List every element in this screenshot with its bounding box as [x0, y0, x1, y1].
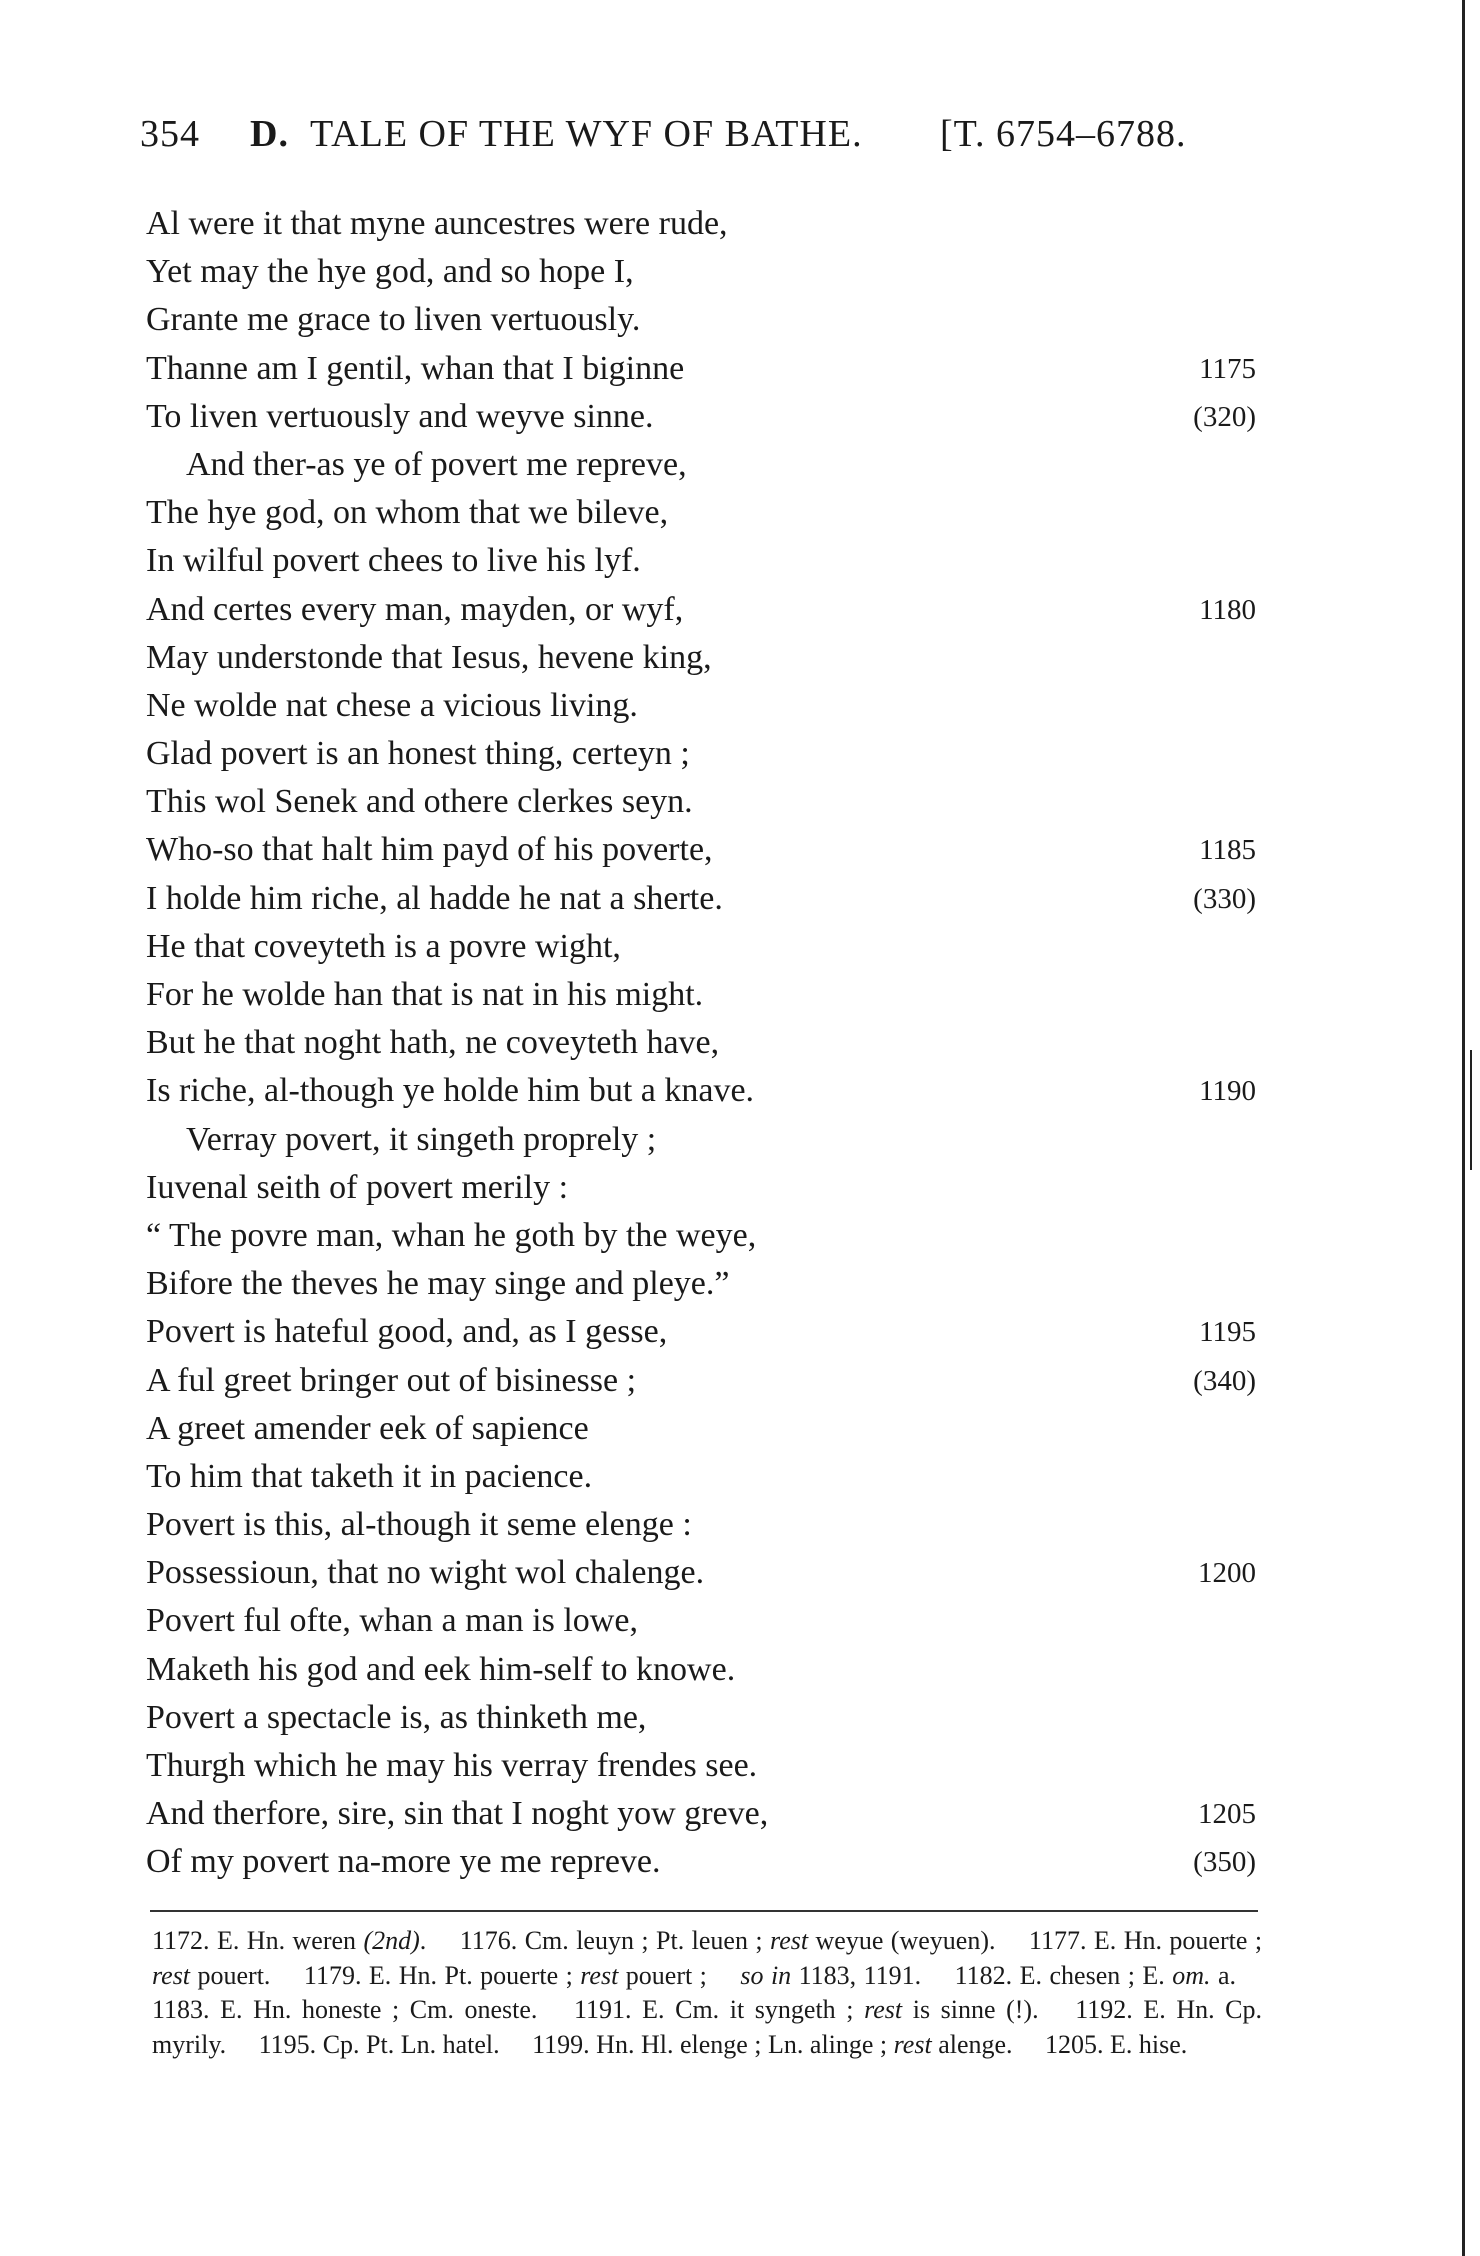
line-number: 1195: [1199, 1316, 1256, 1349]
verse-line: [146, 1597, 1276, 1645]
verse-text: Povert is hateful good, and, as I gesse,: [146, 1313, 668, 1351]
verse-text: And ther-as ye of povert me repreve,: [186, 445, 687, 483]
verse-text: Povert a spectacle is, as thinketh me,: [146, 1698, 647, 1736]
verse-line: [146, 393, 1276, 441]
footnote-text: alenge.: [931, 2029, 1013, 2059]
verse-line: [146, 1694, 1276, 1742]
verse-line: [146, 778, 1276, 826]
footnote-italic: rest: [864, 1995, 903, 2024]
line-number: (350): [1193, 1846, 1256, 1879]
footnote-entry: [532, 2030, 1012, 2059]
footnote-number: 1192.: [1075, 1995, 1133, 2024]
footnote-entry: [152, 1995, 537, 2024]
verse-line: [146, 441, 1276, 489]
footnote-text: E. chesen ; E.: [1019, 1960, 1173, 1990]
verse-text: I holde him riche, al hadde he nat a sherte.: [146, 879, 723, 917]
footnote-number: 1179.: [303, 1960, 362, 1990]
page-title: TALE OF THE WYF OF BATHE.: [310, 113, 863, 155]
verse-line: [146, 345, 1276, 393]
verse-line: [146, 826, 1276, 874]
footnote-text: 1183, 1191.: [791, 1960, 922, 1990]
footnote-entry: [460, 1926, 996, 1955]
verse-text: Ne wolde nat chese a vicious living.: [146, 686, 638, 724]
footnote-text: E. Hn. honeste ; Cm. oneste.: [220, 1995, 538, 2024]
footnote-italic: rest: [893, 2029, 932, 2059]
verse-text: Who-so that halt him payd of his poverte,: [146, 831, 713, 869]
verse-line: [146, 634, 1276, 682]
verse-text: To liven vertuously and weyve sinne.: [146, 397, 654, 435]
footnote-number: 1205.: [1045, 2029, 1104, 2059]
verse-line: [146, 586, 1276, 634]
line-number: 1200: [1198, 1557, 1256, 1590]
verse-text: Glad povert is an honest thing, certeyn ;: [146, 735, 690, 773]
verse-text: Grante me grace to liven vertuously.: [146, 301, 641, 339]
verse-line: [146, 1067, 1276, 1115]
verse-line: [146, 730, 1276, 778]
poem-text: [146, 200, 1276, 1887]
verse-line: [146, 1838, 1276, 1886]
footnote-text: Cm. leuyn ; Pt. leuen ;: [524, 1926, 771, 1955]
verse-line: [146, 1790, 1276, 1838]
footnote-text: pouert.: [190, 1960, 271, 1990]
verse-line: [146, 1742, 1276, 1790]
line-number: (330): [1193, 882, 1256, 915]
verse-text: “ The povre man, whan he goth by the weye,: [146, 1216, 757, 1254]
verse-text: Verray povert, it singeth proprely ;: [186, 1120, 657, 1158]
footnote-number: 1177.: [1028, 1926, 1087, 1955]
footnote-entry: [152, 1926, 426, 1955]
footnote-text: E. Hn. Pt. pouerte ;: [368, 1960, 581, 1990]
verse-text: And certes every man, mayden, or wyf,: [146, 590, 684, 628]
line-number: (320): [1193, 400, 1256, 433]
page-number: 354: [140, 113, 200, 155]
footnote-text: E. Hn. Cp. myrily.: [152, 1995, 1263, 2059]
footnote-entry: [1045, 2030, 1187, 2059]
footnote-paragraph: [152, 1924, 1262, 2062]
line-number: 1185: [1199, 834, 1256, 867]
footnote-number: 1172.: [152, 1926, 210, 1955]
footnote-number: 1191.: [573, 1995, 632, 2024]
verse-text: A greet amender eek of sapience: [146, 1409, 589, 1447]
footnote-text: .: [419, 1926, 427, 1955]
footnote-text: E. Hn. pouerte ;: [1093, 1926, 1263, 1955]
verse-text: Possessioun, that no wight wol chalenge.: [146, 1554, 705, 1592]
verse-line: [146, 1405, 1276, 1453]
verse-text: May understonde that Iesus, hevene king,: [146, 638, 712, 676]
verse-text: Maketh his god and eek him-self to knowe.: [146, 1650, 736, 1688]
footnote-text: a.: [1210, 1960, 1237, 1990]
verse-text: Povert is this, al-though it seme elenge :: [146, 1506, 692, 1544]
verse-line: [146, 1453, 1276, 1501]
verse-line: [146, 1357, 1276, 1405]
line-number: 1205: [1198, 1798, 1256, 1831]
line-number: (340): [1193, 1364, 1256, 1397]
footnote-number: 1195.: [258, 2029, 317, 2059]
verse-line: [146, 489, 1276, 537]
footnote-text: Cp. Pt. Ln. hatel.: [322, 2029, 500, 2059]
verse-line: [146, 1116, 1276, 1164]
verse-line: [146, 1019, 1276, 1067]
verse-text: A ful greet bringer out of bisinesse ;: [146, 1361, 637, 1399]
verse-line: [146, 923, 1276, 971]
page-edge-mark: [1470, 1050, 1472, 1170]
verse-line: [146, 1501, 1276, 1549]
verse-text: And therfore, sire, sin that I noght yow greve,: [146, 1795, 769, 1833]
verse-line: [146, 875, 1276, 923]
footnote-number: 1199.: [532, 2029, 590, 2059]
verse-line: [146, 1646, 1276, 1694]
footnote-entry: [259, 2030, 500, 2059]
verse-line: [146, 1212, 1276, 1260]
footnote-italic: rest: [580, 1960, 619, 1990]
footnote-text: weyue (weyuen).: [808, 1926, 996, 1955]
verse-line: [146, 1549, 1276, 1597]
verse-line: [146, 537, 1276, 585]
verse-text: The hye god, on whom that we bileve,: [146, 494, 669, 532]
line-number: 1190: [1199, 1075, 1256, 1108]
verse-text: Al were it that myne auncestres were rude,: [146, 205, 728, 242]
footnote-rule: [150, 1910, 1258, 1912]
footnote-number: 1183.: [152, 1995, 210, 2024]
verse-line: [146, 296, 1276, 344]
page-edge-rule: [1462, 0, 1465, 2256]
verse-text: He that coveyteth is a povre wight,: [146, 927, 621, 965]
verse-text: For he wolde han that is nat in his might.: [146, 976, 704, 1013]
verse-line: [146, 248, 1276, 296]
footnote-italic: so in: [740, 1960, 792, 1990]
footnote-number: 1176.: [459, 1926, 518, 1955]
footnote-entry: [304, 1961, 707, 1990]
footnote-text: is sinne (!).: [902, 1995, 1039, 2024]
footnote-text: pouert ;: [618, 1960, 707, 1990]
verse-line: [146, 200, 1276, 248]
verse-text: This wol Senek and othere clerkes seyn.: [146, 783, 693, 821]
footnote-entry: [740, 1961, 921, 1990]
footnote-italic: rest: [770, 1926, 809, 1955]
line-number: 1180: [1199, 593, 1256, 626]
verse-line: [146, 1308, 1276, 1356]
verse-text: Iuvenal seith of povert merily :: [146, 1168, 569, 1206]
verse-line: [146, 682, 1276, 730]
verse-text: In wilful povert chees to live his lyf.: [146, 542, 641, 580]
line-number: 1175: [1199, 352, 1256, 385]
footnote-text: E. Hn. weren: [216, 1926, 364, 1955]
verse-line: [146, 971, 1276, 1019]
footnotes: [152, 1924, 1262, 2062]
footnote-entry: [955, 1961, 1236, 1990]
verse-text: To him that taketh it in pacience.: [146, 1457, 593, 1495]
verse-text: But he that noght hath, ne coveyteth have,: [146, 1024, 720, 1062]
verse-text: Thanne am I gentil, whan that I biginne: [146, 349, 685, 387]
verse-text: Thurgh which he may his verray frendes see.: [146, 1747, 758, 1784]
verse-text: Povert ful ofte, whan a man is lowe,: [146, 1602, 638, 1640]
footnote-text: E. Cm. it syngeth ;: [642, 1995, 865, 2024]
verse-line: [146, 1164, 1276, 1212]
footnote-entry: [574, 1995, 1039, 2024]
verse-text: Is riche, al-though ye holde him but a knave.: [146, 1072, 755, 1110]
footnote-text: E. hise.: [1110, 2029, 1188, 2059]
section-signature: D.: [250, 113, 289, 155]
footnote-text: Hn. Hl. elenge ; Ln. alinge ;: [596, 2029, 894, 2059]
footnote-italic: (2nd): [363, 1926, 420, 1955]
footnote-italic: om.: [1172, 1960, 1211, 1990]
verse-text: Yet may the hye god, and so hope I,: [146, 253, 634, 291]
verse-text: Of my povert na-more ye me repreve.: [146, 1843, 661, 1881]
verse-line: [146, 1260, 1276, 1308]
footnote-italic: rest: [152, 1960, 191, 1990]
line-range: [T. 6754–6788.: [940, 113, 1187, 155]
verse-text: Bifore the theves he may singe and pleye.”: [146, 1265, 730, 1303]
footnote-number: 1182.: [954, 1960, 1013, 1990]
